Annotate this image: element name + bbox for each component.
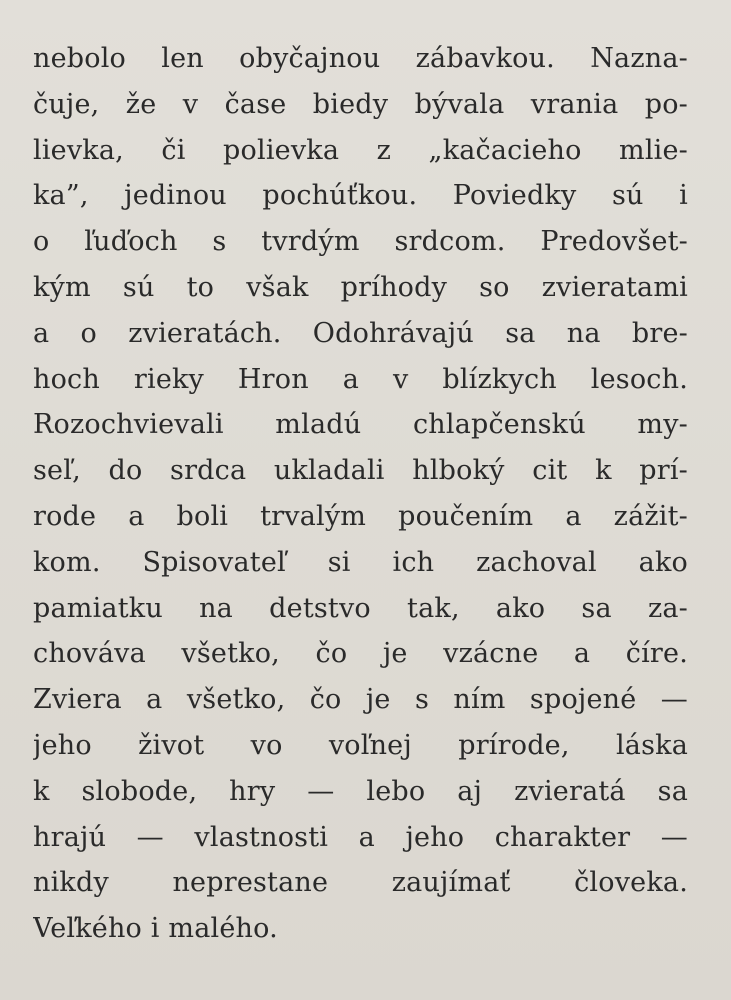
text-line: jeho život vo voľnej prírode, láska <box>33 729 688 761</box>
text-line: nebolo len obyčajnou zábavkou. Nazna- <box>33 43 688 74</box>
text-line: hrajú — vlastnosti a jeho charakter — <box>33 821 688 853</box>
text-line: seľ, do srdca ukladali hlboký cit k prí- <box>33 455 688 487</box>
text-line: Zviera a všetko, čo je s ním spojené — <box>33 684 688 716</box>
text-line: nikdy neprestane zaujímať človeka. <box>33 867 688 899</box>
text-line: pamiatku na detstvo tak, ako sa za- <box>33 592 688 624</box>
text-line: rode a boli trvalým poučením a zážit- <box>33 500 688 532</box>
text-line: ka”, jedinou pochúťkou. Poviedky sú i <box>33 180 688 212</box>
text-line: lievka, či polievka z „kačacieho mlie- <box>33 134 688 166</box>
text-line: a o zvieratách. Odohrávajú sa na bre- <box>33 317 688 349</box>
text-line: kom. Spisovateľ si ich zachoval ako <box>33 546 688 578</box>
text-line: hoch rieky Hron a v blízkych lesoch. <box>33 363 688 395</box>
text-line: Rozochvievali mladú chlapčenskú my- <box>33 409 688 441</box>
text-line: kým sú to však príhody so zvieratami <box>33 271 688 303</box>
text-line: Veľkého i malého. <box>33 913 278 945</box>
body-paragraph <box>33 36 688 952</box>
text-line: k slobode, hry — lebo aj zvieratá sa <box>33 775 688 807</box>
text-line: chováva všetko, čo je vzácne a číre. <box>33 638 688 670</box>
text-line: o ľuďoch s tvrdým srdcom. Predovšet- <box>33 226 688 258</box>
text-line: čuje, že v čase biedy bývala vrania po- <box>33 88 688 120</box>
